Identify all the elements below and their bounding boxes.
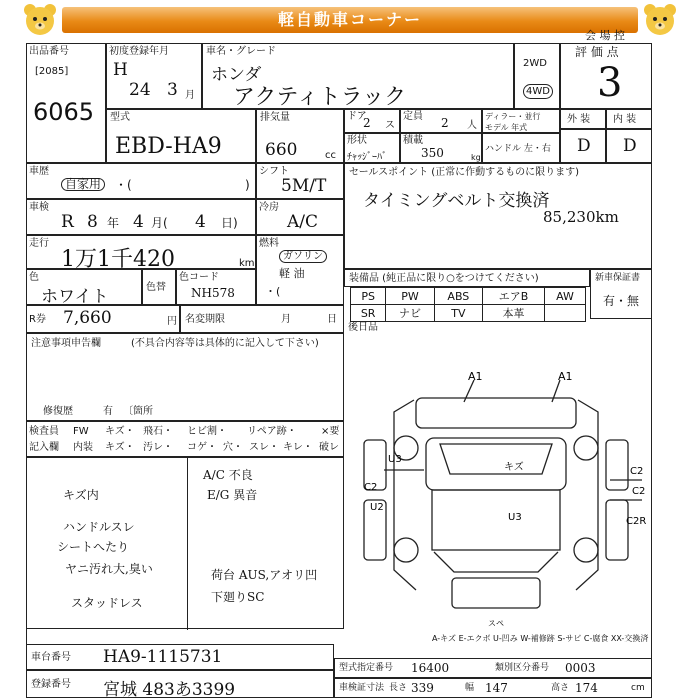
class-label: 類別区分番号 [495,663,550,673]
first-reg-month: 3 [167,80,178,100]
type-label: 型式 [110,112,130,123]
insp-fw: FW [73,426,89,437]
notes-instruction: (不具合内容等は具体的に記入して下さい) [131,338,319,349]
color-code-cell [176,269,256,305]
car-name-label: 車名・グレード [206,46,276,57]
type-no-label: 型式指定番号 [339,663,394,673]
shape-value: ﾁｬｯｼﾞｰﾊﾞ [347,152,387,163]
chassis-cell [26,644,334,670]
displacement-cell [256,109,344,163]
doors-cell [344,109,400,133]
height-label: 高さ [551,683,570,693]
mark-c2-a: C2 [630,466,644,477]
damage-legend: A-キズ E-エクボ U-凹み W-補修跡 S-サビ C-腐食 XX-交換済 [432,634,649,643]
shape-cell [344,133,400,163]
inspection-y: 年 [107,216,120,230]
usage-cell [26,163,256,199]
inspector-label2: 記入欄 [29,442,59,453]
ext-label: 外 装 [567,114,591,125]
fuel-value: ガソリン [279,250,327,263]
inspection-m: 月( [151,216,168,230]
usage-label: 車歴 [29,166,49,177]
insp-repair: リペア跡・ [247,426,297,437]
fuel-diesel: 軽 油 [279,267,305,280]
drive-4wd: 4WD [523,84,553,99]
mark-a1-right: A1 [558,370,573,383]
shape-label: 形状 [347,135,367,146]
inspection-cell [26,199,256,235]
repair-place: 〔箇所 [123,406,153,417]
name-change-month: 月 [281,314,291,325]
recycle-label: R券 [29,314,46,325]
registration-value: 宮城 483あ3399 [103,680,236,700]
first-reg-era: H [113,60,128,80]
warranty-label: 新車保証書 [595,273,641,283]
type-no-value: 16400 [411,661,450,675]
load-unit: kg [471,153,481,162]
mark-c2-b: C2 [632,486,646,497]
dealer-label: ディラー・並行 [485,112,541,121]
mileage-value: 1万1千420 [61,247,175,272]
page-title: 軽自動車コーナー [62,7,638,33]
doors-label: ドア [347,111,367,122]
first-reg-label: 初度登録年月 [109,46,169,57]
bear-mascot-icon [642,2,678,38]
dims-cell [334,678,652,698]
inspection-d: 日) [221,216,238,230]
inspection-label: 車検 [29,202,49,213]
dims-label: 車検証寸法 [339,683,385,693]
first-reg-year: 24 [129,80,151,100]
color-tone-cell [142,269,176,305]
note-left-3: ヤニ汚れ大,臭い [65,562,153,576]
fuel-cell [256,235,344,305]
lot-sub: [2085] [35,66,69,77]
registration-cell [26,670,334,698]
fuel-label: 燃料 [259,238,279,249]
type-value: EBD-HA9 [115,134,222,159]
note-mid-2: 荷台 AUS,アオリ凹 [211,568,318,582]
displacement-value: 660 [265,140,298,160]
repair-value: 有 [103,406,113,417]
registration-label: 登録番号 [31,679,71,690]
shift-label: シフト [259,166,289,177]
recycle-value: 7,660 [63,308,112,328]
note-mid-3: 下廻りSC [211,590,265,604]
header-bar [0,0,700,42]
capacity-cell [400,109,482,133]
inspection-year: 8 [87,212,98,232]
usage-paren: ・( [115,178,132,192]
load-value: 350 [421,146,444,160]
int-value-cell [606,129,652,163]
equip-leather: 本革 [482,305,544,322]
repair-label: 修復歴 [43,406,73,417]
equip-pw: PW [386,288,434,305]
equipment-label-cell [344,269,590,287]
doors-unit: ス [385,120,395,131]
first-reg-cell [106,43,202,109]
handwritten-notes-cell [26,457,344,629]
recycle-unit: 円 [167,316,177,327]
insp-int-burn: コゲ・ [187,442,217,453]
chassis-value: HA9-1115731 [103,647,223,667]
bear-mascot-icon [22,2,58,38]
inspection-day: 4 [195,212,206,232]
handle-label: ハンドル 左・右 [485,144,551,154]
mark-u2: U2 [370,502,384,513]
mileage-unit: km [239,258,255,269]
insp-int-tear: 破レ [319,442,339,453]
chassis-label: 車台番号 [31,652,71,663]
ac-cell [256,199,344,235]
load-cell [400,133,482,163]
insp-crack: ヒビ割・ [187,426,227,437]
name-change-label: 名変期限 [185,314,225,325]
rear-seat-label: 後日品 [348,322,378,333]
note-left-0: キズ内 [63,488,99,502]
ac-label: 冷房 [259,202,279,213]
inspector-label1: 検査員 [29,426,59,437]
capacity-value: 2 [441,116,449,130]
dealer-cell [482,109,560,133]
mark-c2: C2 [364,482,378,493]
note-left-1: ハンドルスレ [63,520,135,534]
car-name-cell [202,43,514,109]
score-cell [560,43,652,109]
fuel-paren: ・( [265,285,281,298]
handle-cell [482,133,560,163]
usage-value: 自家用 [61,178,105,191]
equip-abs: ABS [434,288,482,305]
insp-int-cut: キレ・ [283,442,313,453]
mileage-label: 走行 [29,238,49,249]
name-change-cell [180,305,344,333]
mileage-cell [26,235,256,272]
sales-point-label: セールスポイント (正常に作動するものに限ります) [349,167,580,178]
first-reg-month-unit: 月 [185,90,195,101]
insp-chip: 飛石・ [143,426,173,437]
mark-u3-b: U3 [508,512,522,523]
equip-airbag: エアB [482,288,544,305]
displacement-label: 排気量 [260,112,290,123]
equip-tv: TV [434,305,482,322]
doors-value: 2 [363,116,371,130]
inspector-cell [26,421,344,457]
equip-aw: AW [545,288,586,305]
score-value: 3 [597,60,623,106]
note-left-2: シートへたり [57,540,130,554]
int-value: D [623,136,637,156]
color-cell [26,269,142,305]
model-year-label: モデル 年式 [485,123,528,132]
mark-cr: C2R [626,516,647,527]
drive-cell [514,43,560,109]
length-label: 長さ [389,683,408,693]
lot-cell [26,43,106,163]
color-tone: 色替 [146,282,166,293]
insp-int-hole: 穴・ [223,442,243,453]
ext-label-cell [560,109,606,129]
mark-u3-a: U3 [388,454,402,465]
warranty-value: 有・無 [603,294,640,308]
length-value: 339 [411,681,434,695]
capacity-unit: 人 [467,120,477,131]
lot-label: 出品番号 [29,46,69,57]
color-label: 色 [29,272,39,283]
class-value: 0003 [565,661,596,675]
note-mid-1: E/G 異音 [207,488,258,502]
mark-a1-left: A1 [468,370,483,383]
displacement-unit: cc [325,150,336,161]
usage-close: ) [245,178,250,192]
notes-cell [26,333,344,421]
equipment-label: 装備品 (純正品に限り○をつけてください) [349,273,539,284]
inspection-month: 4 [133,212,144,232]
color-value: ホワイト [41,287,109,307]
equip-navi: ナビ [386,305,434,322]
recycle-cell [26,305,180,333]
load-label: 積載 [403,135,423,146]
height-value: 174 [575,681,598,695]
notes-label: 注意事項申告欄 [31,338,101,349]
insp-int-dirt: 汚レ・ [143,442,173,453]
note-left-4: スタッドレス [71,596,143,610]
ext-value-cell [560,129,606,163]
width-value: 147 [485,681,508,695]
capacity-label: 定員 [403,111,423,122]
dims-unit: cm [631,683,645,693]
equipment-table [350,287,586,322]
equip-ps: PS [351,288,386,305]
name-change-day: 日 [327,314,337,325]
ext-value: D [577,136,591,156]
car-maker: ホンダ [211,65,262,85]
type-no-cell [334,658,652,678]
mark-spare: スペ [488,619,504,628]
int-label-cell [606,109,652,129]
color-code: NH578 [191,286,235,300]
mark-kizu: キズ [504,462,524,473]
color-code-label: 色コード [179,272,219,283]
sales-point-text2: 85,230km [543,208,619,226]
score-label: 評 価 点 [575,45,619,59]
sales-point-text1: タイミングベルト交換済 [363,191,550,211]
insp-int-scratch: キズ・ [105,442,135,453]
corner-label: 会 場 控 [585,29,625,42]
note-mid-0: A/C 不良 [203,468,253,482]
int-label: 内 装 [613,114,637,125]
insp-interior: 内装 [73,442,93,453]
width-label: 幅 [465,683,475,693]
car-damage-diagram [344,340,652,630]
sales-point-cell [344,163,652,269]
insp-needed: ×要 [321,426,340,437]
equip-sr: SR [351,305,386,322]
car-model: アクティトラック [233,85,407,110]
ac-value: A/C [287,212,319,232]
shift-value: 5M/T [281,176,327,196]
lot-number: 6065 [33,98,95,126]
shift-cell [256,163,344,199]
insp-int-rub: スレ・ [249,442,279,453]
insp-scratch: キズ・ [105,426,135,437]
equip-empty [545,305,586,322]
warranty-cell [590,269,652,319]
inspection-era: R [61,212,74,232]
drive-2wd: 2WD [523,58,547,69]
type-cell [106,109,256,163]
